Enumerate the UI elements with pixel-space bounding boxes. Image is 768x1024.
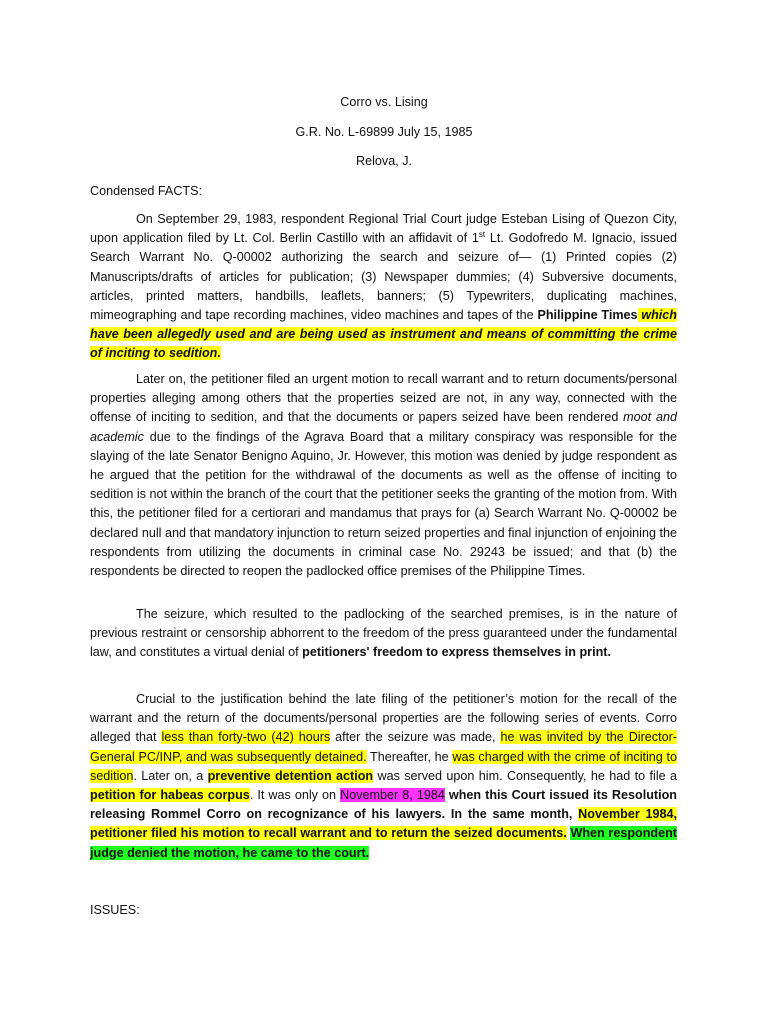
- p4-text-6: . It was only on: [249, 788, 341, 803]
- facts-paragraph-4: [90, 690, 677, 863]
- p4-text-4: . Later on, a: [133, 768, 208, 783]
- p3-text-1: The seizure, which resulted to the padlocking of the searched premises, is in the nature of previous restraint or censorship abhorrent to the freedom of the press guaranteed under the fundamental law, and constitutes a virtual denial of: [90, 607, 677, 660]
- p4-text-5: was served upon him. Consequently, he had to file a: [373, 768, 677, 783]
- p3-freedom-express: petitioners' freedom to express themselves in print.: [302, 645, 611, 660]
- p1-highlight-instrument: which have been allegedly used and are being used as instrument and means of committing the crime of: [90, 308, 677, 361]
- p2-text-2: due to the findings of the Agrava Board that a military conspiracy was responsible for the slaying of the late Senator Benigno Aquino, Jr. However, this motion was denied by judge respondent as he argued that the petition for the withdrawal of the documents as well as the offense of inciting to sedition is not within the branch of the court that the petitioner seeks the granting of the motion from. With this, the petitioner filed for a certiorari and mandamus that prays for (a) Search Warrant No. Q-00002 be declared null and that mandatory injunction to return seized properties and final injunction of enjoining the respondents from utilizing the documents in criminal case No. 29243 be issued; and that (b) the respondents be directed to reopen the padlocked office premises of the Philippine Times.: [90, 429, 677, 579]
- p2-text-1: Later on, the petitioner filed an urgent motion to recall warrant and to return documents/personal properties alleging among others that the properties seized are not, in any way, connected with the offense of inciting to sedition, and that the documents or papers seized have been rendered: [90, 372, 677, 425]
- p1-highlight-inciting: inciting to sedition.: [105, 346, 221, 361]
- p4-highlight-nov-8: November 8, 1984: [340, 788, 445, 803]
- p4-highlight-habeas: petition for habeas corpus: [90, 788, 250, 803]
- p4-highlight-preventive: preventive detention action: [207, 768, 374, 783]
- p4-text-7: when this Court issued its Resolution releasing Rommel Corro on recognizance of his lawyers. In the same month,: [90, 788, 677, 822]
- p4-text-3: Thereafter, he: [366, 749, 453, 764]
- p4-text-2: after the seizure was made,: [330, 730, 501, 745]
- p2-moot-academic: moot and academic: [90, 410, 677, 444]
- p1-ordinal-suffix: st: [478, 230, 486, 240]
- facts-paragraph-3: [90, 605, 677, 663]
- case-number: G.R. No. L-69899 July 15, 1985: [295, 125, 473, 139]
- p1-text-2: Lt. Godofredo M. Ignacio, issued Search Warrant No. Q-00002 authorizing the search and seizure of— (1) Printed copies (2) Manuscripts/drafts of articles for publication; (3) Newspaper dummies; (4) Subversive documents, articles, printed matters, handbills, leaflets, banners; (5) Typewriters, duplicating machines, mimeographing and tape recording machines, video machines and tapes of the: [90, 231, 677, 323]
- p4-highlight-42-hours: less than forty-two (42) hours: [161, 730, 331, 745]
- facts-paragraph-2: [90, 370, 677, 581]
- p1-philippine-times: Philippine Times: [537, 308, 638, 323]
- p4-highlight-nov-1984: November 1984, petitioner filed his motion to recall warrant and to return the seized documents.: [90, 807, 678, 841]
- ponente: Relova, J.: [356, 154, 412, 168]
- p1-text-1: On September 29, 1983, respondent Regional Trial Court judge Esteban Lising of Quezon City, upon application filed by Lt. Col. Berlin Castillo with an affidavit of 1: [90, 212, 677, 246]
- p4-highlight-came-to-court: When respondent judge denied the motion, he came to the court.: [90, 826, 677, 860]
- p4-highlight-charged: was charged with the crime of inciting to sedition: [90, 749, 677, 783]
- case-title: Corro vs. Lising: [340, 95, 428, 109]
- p4-text-1: Crucial to the justification behind the late filing of the petitioner’s motion for the recall of the warrant and the return of the documents/personal properties are the following series of events. Corro alleged that: [90, 692, 677, 745]
- issues-heading: ISSUES:: [90, 903, 140, 917]
- facts-paragraph-1: [90, 210, 677, 364]
- facts-heading: Condensed FACTS:: [90, 184, 203, 198]
- p4-highlight-invited: he was invited by the Director-General PC/INP, and was subsequently detained.: [90, 730, 677, 764]
